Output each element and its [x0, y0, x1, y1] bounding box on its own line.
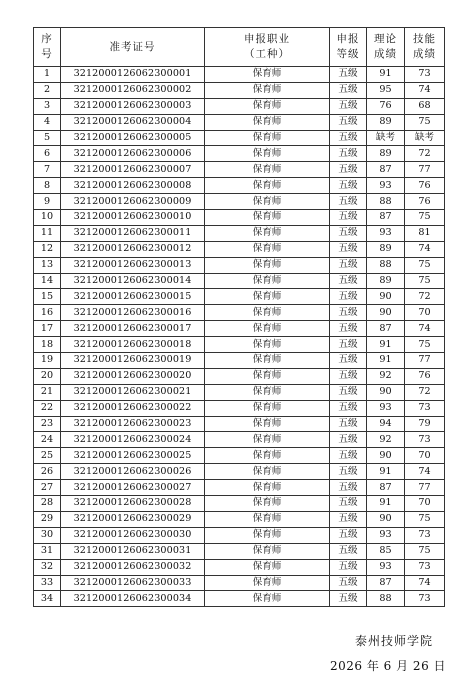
id-cell: 3212000126062300026 [61, 464, 205, 480]
table-row [34, 368, 445, 384]
table-row [34, 289, 445, 305]
header-level: 申报 等级 [330, 28, 367, 67]
id-cell: 3212000126062300006 [61, 146, 205, 162]
skill-cell: 72 [405, 146, 445, 162]
table-row [34, 305, 445, 321]
job-cell: 保育师 [205, 591, 330, 607]
seq-cell: 33 [34, 575, 61, 591]
level-cell: 五级 [330, 575, 367, 591]
table-row [34, 496, 445, 512]
level-cell: 五级 [330, 432, 367, 448]
skill-cell: 68 [405, 98, 445, 114]
job-cell: 保育师 [205, 289, 330, 305]
job-cell: 保育师 [205, 321, 330, 337]
table-row [34, 273, 445, 289]
level-cell: 五级 [330, 591, 367, 607]
level-cell: 五级 [330, 559, 367, 575]
table-row [34, 67, 445, 83]
job-cell: 保育师 [205, 384, 330, 400]
theory-cell: 89 [367, 241, 405, 257]
id-cell: 3212000126062300021 [61, 384, 205, 400]
level-cell: 五级 [330, 194, 367, 210]
table-header-row [34, 28, 445, 67]
theory-cell: 93 [367, 225, 405, 241]
theory-cell: 90 [367, 511, 405, 527]
table-row [34, 527, 445, 543]
job-cell: 保育师 [205, 114, 330, 130]
table-row [34, 257, 445, 273]
skill-cell: 76 [405, 178, 445, 194]
skill-cell: 73 [405, 559, 445, 575]
job-cell: 保育师 [205, 67, 330, 83]
job-cell: 保育师 [205, 273, 330, 289]
job-cell: 保育师 [205, 575, 330, 591]
level-cell: 五级 [330, 225, 367, 241]
job-cell: 保育师 [205, 130, 330, 146]
id-cell: 3212000126062300003 [61, 98, 205, 114]
id-cell: 3212000126062300033 [61, 575, 205, 591]
table-row [34, 210, 445, 226]
seq-cell: 31 [34, 543, 61, 559]
level-cell: 五级 [330, 273, 367, 289]
id-cell: 3212000126062300031 [61, 543, 205, 559]
table-row [34, 146, 445, 162]
seq-cell: 3 [34, 98, 61, 114]
seq-cell: 19 [34, 353, 61, 369]
skill-cell: 75 [405, 273, 445, 289]
job-cell: 保育师 [205, 559, 330, 575]
id-cell: 3212000126062300002 [61, 82, 205, 98]
id-cell: 3212000126062300030 [61, 527, 205, 543]
theory-cell: 93 [367, 559, 405, 575]
theory-cell: 91 [367, 496, 405, 512]
job-cell: 保育师 [205, 257, 330, 273]
table-row [34, 559, 445, 575]
level-cell: 五级 [330, 82, 367, 98]
skill-cell: 74 [405, 82, 445, 98]
id-cell: 3212000126062300001 [61, 67, 205, 83]
skill-cell: 75 [405, 210, 445, 226]
id-cell: 3212000126062300024 [61, 432, 205, 448]
job-cell: 保育师 [205, 353, 330, 369]
theory-cell: 85 [367, 543, 405, 559]
id-cell: 3212000126062300022 [61, 400, 205, 416]
theory-cell: 88 [367, 591, 405, 607]
job-cell: 保育师 [205, 178, 330, 194]
header-seq: 序 号 [34, 28, 61, 67]
skill-cell: 73 [405, 591, 445, 607]
theory-cell: 91 [367, 464, 405, 480]
skill-cell: 76 [405, 194, 445, 210]
header-theory: 理论 成绩 [367, 28, 405, 67]
header-skill: 技能 成绩 [405, 28, 445, 67]
theory-cell: 93 [367, 178, 405, 194]
skill-cell: 缺考 [405, 130, 445, 146]
seq-cell: 28 [34, 496, 61, 512]
job-cell: 保育师 [205, 146, 330, 162]
theory-cell: 90 [367, 305, 405, 321]
level-cell: 五级 [330, 416, 367, 432]
level-cell: 五级 [330, 384, 367, 400]
theory-cell: 89 [367, 146, 405, 162]
job-cell: 保育师 [205, 337, 330, 353]
skill-cell: 81 [405, 225, 445, 241]
table-row [34, 321, 445, 337]
theory-cell: 87 [367, 210, 405, 226]
level-cell: 五级 [330, 511, 367, 527]
table-row [34, 511, 445, 527]
level-cell: 五级 [330, 321, 367, 337]
theory-cell: 88 [367, 194, 405, 210]
theory-cell: 93 [367, 400, 405, 416]
job-cell: 保育师 [205, 543, 330, 559]
level-cell: 五级 [330, 527, 367, 543]
seq-cell: 5 [34, 130, 61, 146]
theory-cell: 90 [367, 384, 405, 400]
theory-cell: 94 [367, 416, 405, 432]
table-row [34, 194, 445, 210]
skill-cell: 77 [405, 353, 445, 369]
seq-cell: 14 [34, 273, 61, 289]
seq-cell: 10 [34, 210, 61, 226]
id-cell: 3212000126062300008 [61, 178, 205, 194]
table-row [34, 384, 445, 400]
id-cell: 3212000126062300025 [61, 448, 205, 464]
level-cell: 五级 [330, 353, 367, 369]
theory-cell: 87 [367, 162, 405, 178]
table-row [34, 241, 445, 257]
theory-cell: 95 [367, 82, 405, 98]
theory-cell: 87 [367, 321, 405, 337]
job-cell: 保育师 [205, 162, 330, 178]
level-cell: 五级 [330, 543, 367, 559]
skill-cell: 75 [405, 257, 445, 273]
header-id: 准考证号 [61, 28, 205, 67]
seq-cell: 15 [34, 289, 61, 305]
table-row [34, 575, 445, 591]
skill-cell: 73 [405, 432, 445, 448]
seq-cell: 26 [34, 464, 61, 480]
theory-cell: 89 [367, 273, 405, 289]
id-cell: 3212000126062300005 [61, 130, 205, 146]
seq-cell: 27 [34, 480, 61, 496]
skill-cell: 75 [405, 114, 445, 130]
job-cell: 保育师 [205, 241, 330, 257]
theory-cell: 76 [367, 98, 405, 114]
job-cell: 保育师 [205, 432, 330, 448]
table-row [34, 464, 445, 480]
skill-cell: 75 [405, 543, 445, 559]
level-cell: 五级 [330, 337, 367, 353]
skill-cell: 73 [405, 67, 445, 83]
seq-cell: 34 [34, 591, 61, 607]
seq-cell: 16 [34, 305, 61, 321]
issuing-organization: 泰州技师学院 [355, 634, 434, 648]
id-cell: 3212000126062300016 [61, 305, 205, 321]
theory-cell: 93 [367, 527, 405, 543]
id-cell: 3212000126062300027 [61, 480, 205, 496]
level-cell: 五级 [330, 162, 367, 178]
level-cell: 五级 [330, 400, 367, 416]
seq-cell: 24 [34, 432, 61, 448]
seq-cell: 4 [34, 114, 61, 130]
level-cell: 五级 [330, 178, 367, 194]
level-cell: 五级 [330, 496, 367, 512]
job-cell: 保育师 [205, 496, 330, 512]
skill-cell: 75 [405, 337, 445, 353]
table-row [34, 178, 445, 194]
skill-cell: 79 [405, 416, 445, 432]
seq-cell: 29 [34, 511, 61, 527]
id-cell: 3212000126062300020 [61, 368, 205, 384]
seq-cell: 13 [34, 257, 61, 273]
theory-cell: 89 [367, 114, 405, 130]
skill-cell: 70 [405, 496, 445, 512]
id-cell: 3212000126062300012 [61, 241, 205, 257]
id-cell: 3212000126062300028 [61, 496, 205, 512]
job-cell: 保育师 [205, 511, 330, 527]
table-row [34, 225, 445, 241]
level-cell: 五级 [330, 464, 367, 480]
level-cell: 五级 [330, 130, 367, 146]
id-cell: 3212000126062300009 [61, 194, 205, 210]
seq-cell: 23 [34, 416, 61, 432]
table-row [34, 337, 445, 353]
level-cell: 五级 [330, 257, 367, 273]
job-cell: 保育师 [205, 225, 330, 241]
id-cell: 3212000126062300034 [61, 591, 205, 607]
skill-cell: 70 [405, 448, 445, 464]
seq-cell: 7 [34, 162, 61, 178]
skill-cell: 73 [405, 400, 445, 416]
skill-cell: 75 [405, 511, 445, 527]
skill-cell: 72 [405, 289, 445, 305]
job-cell: 保育师 [205, 480, 330, 496]
table-row [34, 432, 445, 448]
theory-cell: 缺考 [367, 130, 405, 146]
table-row [34, 98, 445, 114]
level-cell: 五级 [330, 98, 367, 114]
seq-cell: 8 [34, 178, 61, 194]
table-row [34, 82, 445, 98]
level-cell: 五级 [330, 448, 367, 464]
theory-cell: 88 [367, 257, 405, 273]
theory-cell: 90 [367, 289, 405, 305]
seq-cell: 30 [34, 527, 61, 543]
seq-cell: 22 [34, 400, 61, 416]
skill-cell: 70 [405, 305, 445, 321]
seq-cell: 21 [34, 384, 61, 400]
table-row [34, 591, 445, 607]
job-cell: 保育师 [205, 400, 330, 416]
id-cell: 3212000126062300014 [61, 273, 205, 289]
seq-cell: 17 [34, 321, 61, 337]
theory-cell: 92 [367, 432, 405, 448]
theory-cell: 91 [367, 353, 405, 369]
level-cell: 五级 [330, 210, 367, 226]
table-row [34, 416, 445, 432]
job-cell: 保育师 [205, 448, 330, 464]
job-cell: 保育师 [205, 194, 330, 210]
seq-cell: 9 [34, 194, 61, 210]
table-row [34, 543, 445, 559]
table-row [34, 480, 445, 496]
seq-cell: 6 [34, 146, 61, 162]
job-cell: 保育师 [205, 305, 330, 321]
id-cell: 3212000126062300015 [61, 289, 205, 305]
skill-cell: 76 [405, 368, 445, 384]
skill-cell: 74 [405, 575, 445, 591]
id-cell: 3212000126062300023 [61, 416, 205, 432]
issue-date: 2026 年 6 月 26 日 [330, 659, 447, 673]
seq-cell: 12 [34, 241, 61, 257]
table-row [34, 130, 445, 146]
table-body [34, 67, 445, 607]
level-cell: 五级 [330, 67, 367, 83]
header-job: 申报职业 （工种） [205, 28, 330, 67]
id-cell: 3212000126062300018 [61, 337, 205, 353]
skill-cell: 74 [405, 241, 445, 257]
theory-cell: 90 [367, 448, 405, 464]
skill-cell: 77 [405, 480, 445, 496]
skill-cell: 77 [405, 162, 445, 178]
skill-cell: 74 [405, 321, 445, 337]
table-row [34, 400, 445, 416]
id-cell: 3212000126062300004 [61, 114, 205, 130]
level-cell: 五级 [330, 114, 367, 130]
seq-cell: 20 [34, 368, 61, 384]
level-cell: 五级 [330, 146, 367, 162]
skill-cell: 72 [405, 384, 445, 400]
table-row [34, 448, 445, 464]
id-cell: 3212000126062300010 [61, 210, 205, 226]
level-cell: 五级 [330, 368, 367, 384]
theory-cell: 87 [367, 480, 405, 496]
table-row [34, 162, 445, 178]
id-cell: 3212000126062300013 [61, 257, 205, 273]
seq-cell: 18 [34, 337, 61, 353]
id-cell: 3212000126062300017 [61, 321, 205, 337]
score-table [33, 27, 445, 607]
id-cell: 3212000126062300007 [61, 162, 205, 178]
id-cell: 3212000126062300011 [61, 225, 205, 241]
level-cell: 五级 [330, 289, 367, 305]
job-cell: 保育师 [205, 98, 330, 114]
level-cell: 五级 [330, 480, 367, 496]
job-cell: 保育师 [205, 210, 330, 226]
table-row [34, 114, 445, 130]
job-cell: 保育师 [205, 416, 330, 432]
job-cell: 保育师 [205, 82, 330, 98]
seq-cell: 11 [34, 225, 61, 241]
job-cell: 保育师 [205, 527, 330, 543]
seq-cell: 25 [34, 448, 61, 464]
theory-cell: 91 [367, 67, 405, 83]
job-cell: 保育师 [205, 368, 330, 384]
job-cell: 保育师 [205, 464, 330, 480]
seq-cell: 2 [34, 82, 61, 98]
level-cell: 五级 [330, 241, 367, 257]
id-cell: 3212000126062300032 [61, 559, 205, 575]
theory-cell: 87 [367, 575, 405, 591]
skill-cell: 74 [405, 464, 445, 480]
id-cell: 3212000126062300019 [61, 353, 205, 369]
theory-cell: 91 [367, 337, 405, 353]
skill-cell: 73 [405, 527, 445, 543]
seq-cell: 1 [34, 67, 61, 83]
seq-cell: 32 [34, 559, 61, 575]
level-cell: 五级 [330, 305, 367, 321]
id-cell: 3212000126062300029 [61, 511, 205, 527]
theory-cell: 92 [367, 368, 405, 384]
table-row [34, 353, 445, 369]
